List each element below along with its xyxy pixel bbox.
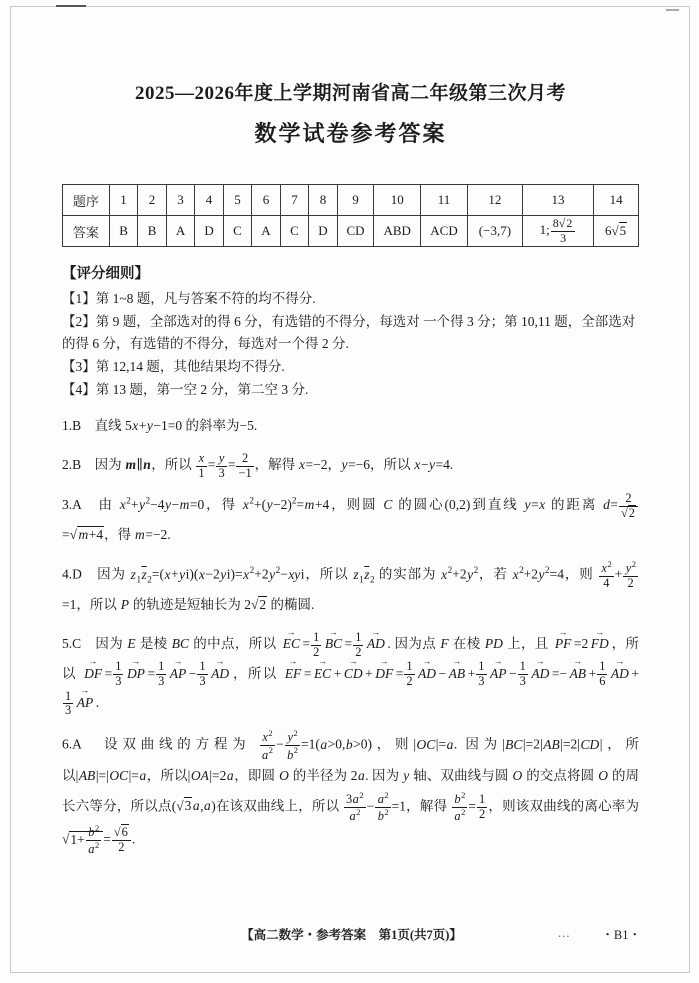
page-content	[62, 78, 639, 866]
solution-3: 3.A 由 $x^2+y^2-4y-m=0$，得 $x^2+(y-2)^2=m+4$，则圆 C 的圆心(0,2)到直线 y=x 的距离 d= $\frac{2}{√2}$ =√ m+4，得 m=−2.	[62, 489, 639, 549]
answer-cell: 6√5	[594, 216, 639, 247]
scan-artifact	[56, 5, 86, 7]
answer-cell: B	[138, 216, 166, 247]
scan-artifact	[666, 9, 679, 11]
row-label-questions: 题序	[63, 185, 110, 216]
footer-dots: …	[557, 926, 571, 940]
page-footer	[62, 925, 641, 943]
answer-cell: ABD	[374, 216, 421, 247]
grading-rule-2: 【2】第 9 题，全部选对的得 6 分，有选错的不得分，每选对 一个得 3 分；第 10,11 题，全部选对的得 6 分，有选错的不得分，每选对一个得 2 分.	[62, 314, 636, 352]
answer-cell: A	[252, 216, 280, 247]
answer-cell: D	[309, 216, 337, 247]
answer-cell: B	[109, 216, 137, 247]
answer-cell: C	[280, 216, 308, 247]
question-number-cell: 13	[522, 185, 593, 216]
question-number-cell: 10	[374, 185, 421, 216]
table-row-questions	[63, 185, 639, 216]
answer-cell: C	[223, 216, 251, 247]
question-number-cell: 12	[467, 185, 522, 216]
question-number-cell: 2	[138, 185, 166, 216]
question-number-cell: 1	[109, 185, 137, 216]
answer-cell: (−3,7)	[467, 216, 522, 247]
grading-rules	[62, 263, 639, 401]
solution-5: 5.C 因为 E 是棱 BC 的中点，所以 EC → = $\frac{1}{2}$ BC → = $\frac{1}{2}$ AD → . 因为点 F 在棱 PD 上，且 PF → =2 FD → ，所以 DF → = $\frac{1}{3}$ DP → = $\frac{1}{3}$ AP → − $\frac{1}{3}$ AD → ，所以 EF → = EC → + CD → + DF → = $\frac{1}{2}$ AD → − AB → + $\frac{1}{3}$ AP → − $\frac{1}{3}$ AD → =− AB → + $\frac{1}{6}$ AD → + $\frac{1}{3}$ AP → .	[62, 628, 639, 718]
question-number-cell: 5	[223, 185, 251, 216]
solution-4: 4.D 因为 $z_1\overline{z}_2=(x+yi)(x-2yi)=x^2+2y^2-xyi$，所以 $z_1\overline{z}_2$ 的实部为 $x^2+2y^2$，若 $x^2+2y^2=4$，则 $\frac{x^2}{4}$ + $\frac{y^2}{2}$ =1，所以 P 的轨迹是短轴长为 2√2 的椭圆.	[62, 559, 637, 613]
table-row-answers	[63, 216, 639, 247]
question-number-cell: 3	[166, 185, 194, 216]
answer-cell: 1; $\frac{8√2}{3}$	[522, 216, 593, 247]
question-number-cell: 6	[252, 185, 280, 216]
answer-cell: A	[166, 216, 194, 247]
answer-cell: ACD	[421, 216, 468, 247]
solution-1: 1.B 直线 5x+y−1=0 的斜率为−5.	[62, 417, 258, 433]
grading-rules-header: 【评分细则】	[62, 266, 149, 282]
footer-code: ・B1・	[601, 928, 641, 942]
solution-6: 6.A 设双曲线的方程为 $\frac{x^2}{a^2}$ − $\frac{y^2}{b^2}$ =1(a>0,b>0)，则|OC|=a. 因为|BC|=2|AB|=2|CD|，所以|AB|=|OC|=a，所以|OA|=2a，即圆 O 的半径为 2a. 因为 y 轴、双曲线与圆 O 的交点将圆 O 的周长六等分，所以点(√3 a,a)在该双曲线上，所以 $\frac{3a^2}{a^2}$ − $\frac{a^2}{b^2}$ =1，解得 $\frac{b^2}{a^2}$ = $\frac{1}{2}$ ，则该双曲线的离心率为 √1+ $\frac{b^2}{a^2}$ = $\frac{√6}{2}$ .	[62, 728, 640, 857]
answer-cell: D	[195, 216, 223, 247]
solutions-section	[62, 410, 639, 857]
question-number-cell: 9	[337, 185, 374, 216]
grading-rule-3: 【3】第 12,14 题，其他结果均不得分.	[62, 359, 285, 375]
footer-text: 【高二数学・参考答案 第1页(共7页)】	[241, 928, 462, 942]
question-number-cell: 11	[421, 185, 468, 216]
question-number-cell: 8	[309, 185, 337, 216]
grading-rule-1: 【1】第 1~8 题，凡与答案不符的均不得分.	[62, 291, 316, 307]
question-number-cell: 14	[594, 185, 639, 216]
page-title: 数学试卷参考答案	[254, 121, 447, 146]
question-number-cell: 7	[280, 185, 308, 216]
answer-table	[62, 184, 639, 247]
exam-title: 2025—2026年度上学期河南省高二年级第三次月考	[134, 83, 566, 104]
question-number-cell: 4	[195, 185, 223, 216]
answer-cell: CD	[337, 216, 374, 247]
solution-2: 2.B 因为 m∥n，所以 $\frac{x}{1}$ = $\frac{y}{3}$ = $\frac{2}{-1}$ ，解得 x=−2，y=−6，所以 x−y=4.	[62, 450, 454, 480]
row-label-answers: 答案	[63, 216, 110, 247]
grading-rule-4: 【4】第 13 题，第一空 2 分，第二空 3 分.	[62, 381, 309, 397]
